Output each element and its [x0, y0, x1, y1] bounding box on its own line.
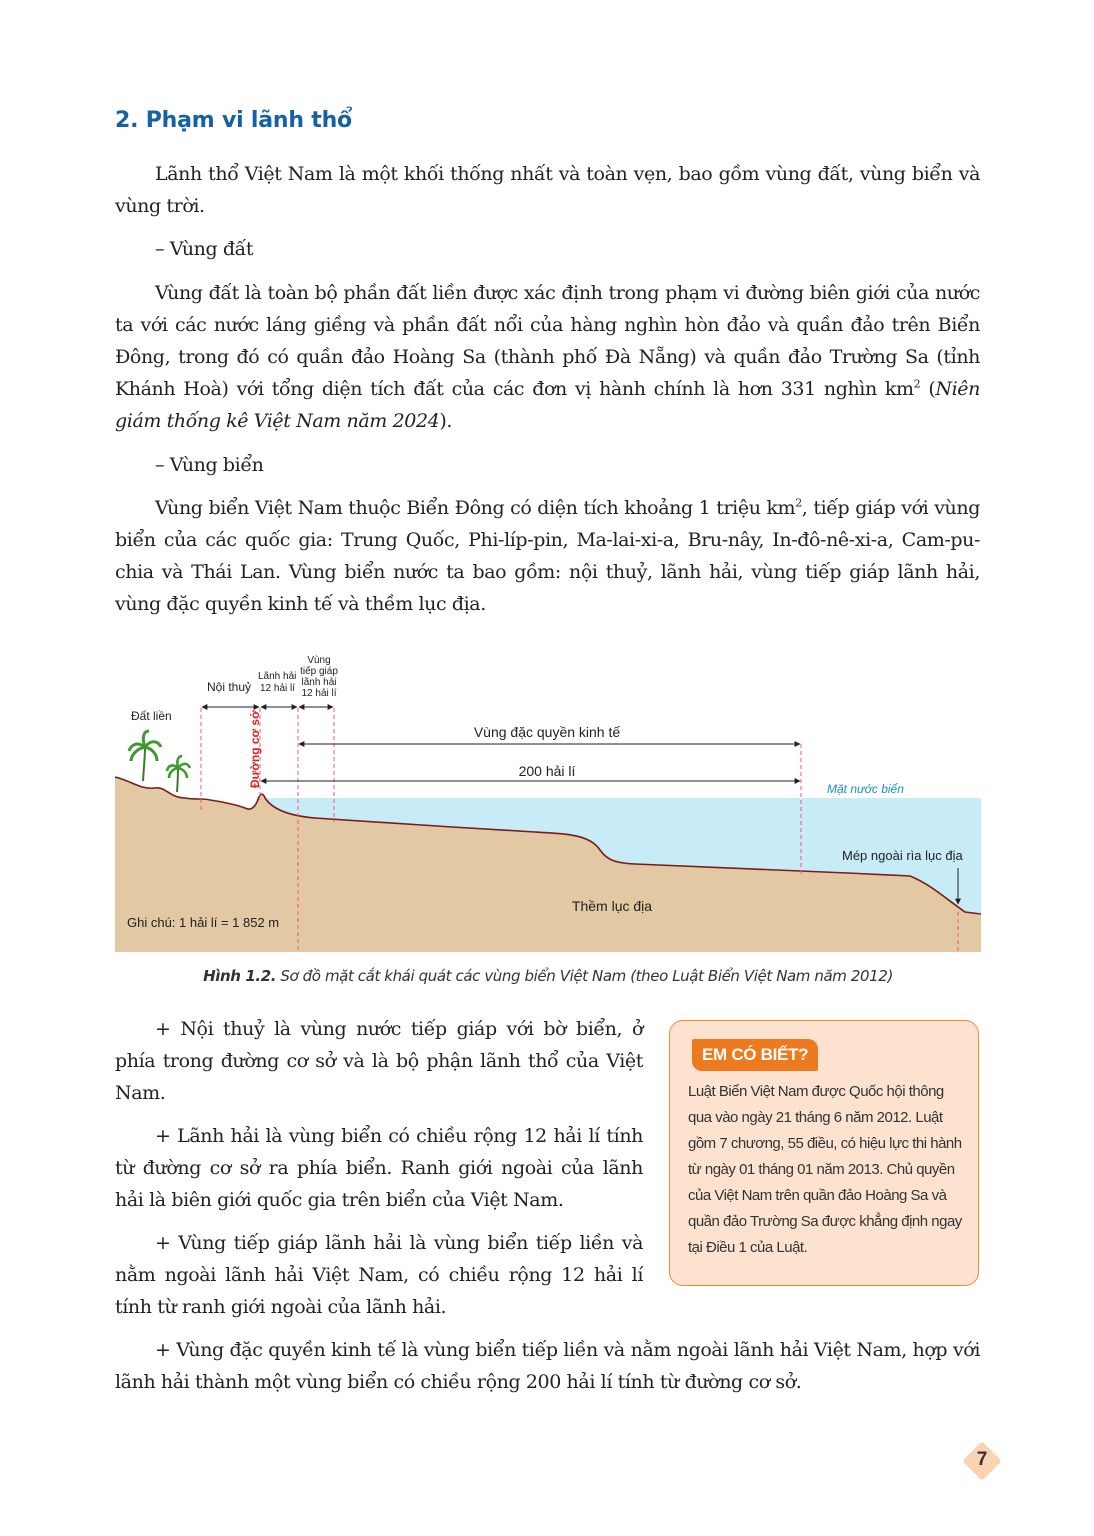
page-number: 7 — [976, 1449, 988, 1470]
label-contiguous: tiếp giáp — [300, 666, 338, 677]
superscript: 2 — [795, 496, 802, 510]
superscript: 2 — [913, 377, 921, 391]
sea-text: Vùng biển Việt Nam thuộc Biển Đông có diện tích khoảng 1 triệu km — [155, 497, 796, 519]
label-eez: Vùng đặc quyền kinh tế — [473, 724, 621, 740]
paragraph-territorial-sea: + Lãnh hải là vùng biển có chiều rộng 12 hải lí tính từ đường cơ sở ra phía biển. Ranh giới ngoài của lãnh hải là biên giới quốc gia trên biển của Việt Nam. — [115, 1125, 643, 1211]
label-contiguous: Vùng — [307, 655, 331, 666]
label-land: Đất liền — [131, 709, 172, 723]
label-internal-waters: Nội thuỷ — [207, 680, 252, 694]
paragraph-territory-intro: Lãnh thổ Việt Nam là một khối thống nhất và toàn vẹn, bao gồm vùng đất, vùng biển và vùng trời. — [115, 163, 980, 217]
label-continental-shelf: Thềm lục địa — [571, 898, 653, 914]
paragraph-land-heading: – Vùng đất — [155, 238, 254, 260]
paragraph-land — [115, 277, 980, 437]
figure-caption — [115, 967, 981, 985]
figure-label: Hình 1.2. — [203, 967, 277, 985]
label-sea-surface: Mặt nước biển — [827, 782, 904, 796]
did-you-know-text: Luật Biển Việt Nam được Quốc hội thông qua vào ngày 21 tháng 6 năm 2012. Luật gồm 7 chương, 55 điều, có hiệu lực thi hành từ ngày 01 tháng 01 năm 2013. Chủ quyền của Việt Nam trên quần đảo Hoàng Sa và quần đảo Trường Sa được khẳng định ngay tại Điều 1 của Luật. — [688, 1083, 962, 1256]
label-baseline: Đường cơ sở — [248, 710, 262, 788]
page-number-badge — [962, 1441, 1002, 1481]
sea-zones-cross-section-diagram — [115, 650, 981, 952]
did-you-know-box — [669, 1020, 979, 1286]
label-territorial-sea-width: 12 hải lí — [260, 683, 296, 694]
label-shelf-edge: Mép ngoài rìa lục địa — [842, 848, 963, 863]
palm-tree-icon — [167, 756, 190, 792]
label-contiguous: lãnh hải — [301, 677, 337, 688]
label-eez-width: 200 hải lí — [518, 763, 576, 779]
land-text: Vùng đất là toàn bộ phần đất liền được xác định trong phạm vi đường biên giới của nước ta với các nước láng giềng và phần đất nổi của hàng nghìn hòn đảo và quần đảo trên Biển Đông, trong đó có quần đảo Hoàng Sa (thành phố Đà Nẵng) và quần đảo Trường Sa (tỉnh Khánh Hoà) với tổng diện tích đất của các đơn vị hành chính là hơn 331 nghìn km — [115, 282, 980, 400]
paragraph-contiguous-zone: + Vùng tiếp giáp lãnh hải là vùng biển tiếp liền và nằm ngoài lãnh hải Việt Nam, có chiều rộng 12 hải lí tính từ ranh giới ngoài của lãnh hải. — [115, 1232, 643, 1318]
label-territorial-sea: Lãnh hải — [258, 671, 297, 682]
paragraph-internal-waters: + Nội thuỷ là vùng nước tiếp giáp với bờ biển, ở phía trong đường cơ sở và là bộ phận lãnh thổ của Việt Nam. — [115, 1018, 643, 1104]
paragraph-sea-heading: – Vùng biển — [155, 454, 264, 476]
section-heading: 2. Phạm vi lãnh thổ — [115, 108, 352, 133]
did-you-know-title: EM CÓ BIẾT? — [692, 1039, 818, 1071]
paragraph-sea — [115, 492, 980, 620]
figure-caption-text: Sơ đồ mặt cắt khái quát các vùng biển Việt Nam (theo Luật Biển Việt Nam năm 2012) — [276, 967, 893, 985]
text-fragment: ( — [920, 378, 936, 400]
label-note: Ghi chú: 1 hải lí = 1 852 m — [127, 915, 280, 930]
text-fragment: ). — [439, 410, 452, 432]
label-contiguous-width: 12 hải lí — [301, 688, 337, 699]
palm-tree-icon — [129, 731, 161, 781]
citation: Niên giám thống kê Việt Nam năm 2024 — [115, 378, 980, 432]
paragraph-eez: + Vùng đặc quyền kinh tế là vùng biển tiếp liền và nằm ngoài lãnh hải Việt Nam, hợp với lãnh hải thành một vùng biển có chiều rộng 200 hải lí tính từ đường cơ sở. — [115, 1339, 980, 1393]
sea-text-rest: , tiếp giáp với vùng biển của các quốc gia: Trung Quốc, Phi-líp-pin, Ma-lai-xi-a, Bru-nây, In-đô-nê-xi-a, Cam-pu-chia và Thái Lan. Vùng biển nước ta bao gồm: nội thuỷ, lãnh hải, vùng tiếp giáp lãnh hải, vùng đặc quyền kinh tế và thềm lục địa. — [115, 497, 980, 615]
